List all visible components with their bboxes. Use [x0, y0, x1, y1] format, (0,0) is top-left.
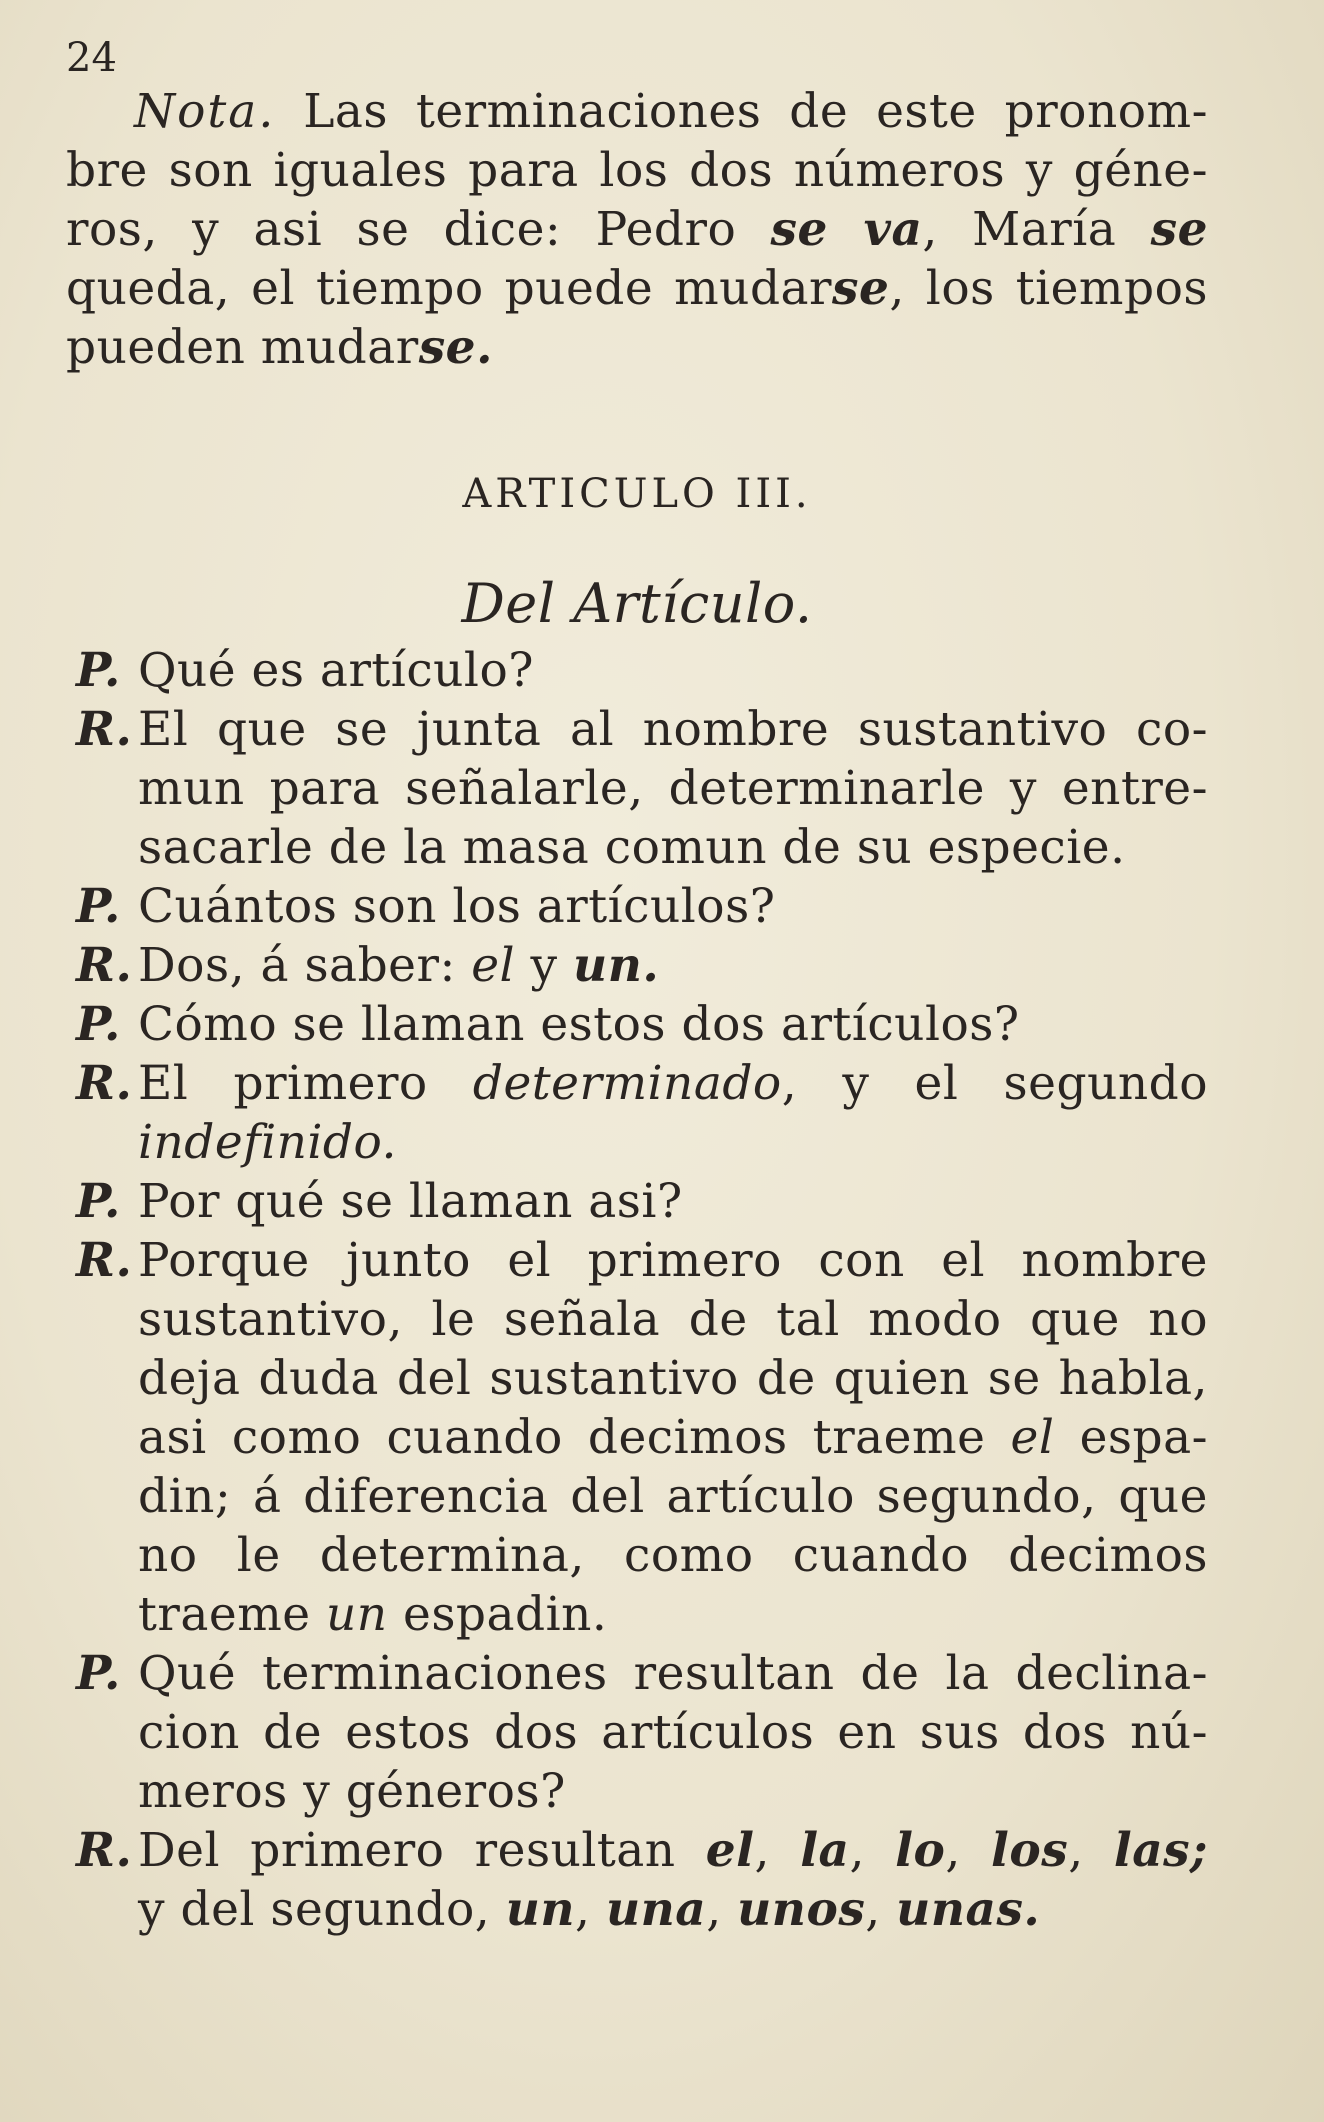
speaker-label: P.: [76, 1646, 121, 1701]
question: P. Cómo se llaman estos dos artículos?: [76, 997, 1020, 1052]
speaker-label: R.: [76, 1233, 133, 1288]
article-subheading: Del Artículo.: [461, 572, 813, 635]
answer: R. Porque junto el primero con el nombre sustantivo, le señala de tal modo que no deja duda del sustantivo de quien se habla, asi como cuando decimos traeme el espa- din; á diferencia del artículo segundo, que no le determina, como cuando decimos traeme un espadin.: [76, 1233, 1208, 1642]
speaker-label: P.: [76, 879, 121, 934]
question: P. Qué terminaciones resultan de la declina- cion de estos dos artículos en sus dos nú- meros y géneros?: [76, 1646, 1208, 1819]
answer: R. El que se junta al nombre sustantivo co- mun para señalarle, determinarle y entre- sacarle de la masa comun de su especie.: [76, 702, 1208, 875]
page-number: 24: [66, 35, 117, 81]
speaker-label: P.: [76, 1174, 121, 1229]
question: P. Qué es artículo?: [76, 643, 534, 698]
speaker-label: R.: [76, 702, 133, 757]
question: P. Por qué se llaman asi?: [76, 1174, 683, 1229]
speaker-label: R.: [76, 1056, 133, 1111]
nota-label: Nota.: [134, 84, 276, 139]
article-heading: ARTICULO III.: [462, 471, 812, 517]
question: P. Cuántos son los artículos?: [76, 879, 776, 934]
speaker-label: P.: [76, 997, 121, 1052]
speaker-label: R.: [76, 1823, 133, 1878]
answer: R. Dos, á saber: el y un.: [76, 938, 660, 993]
speaker-label: P.: [76, 643, 121, 698]
answer: R. El primero determinado, y el segundo indefinido.: [76, 1056, 1208, 1170]
answer: R. Del primero resultan el, la, lo, los, las; y del segundo, un, una, unos, unas.: [76, 1823, 1208, 1937]
nota-paragraph: Nota. Las terminaciones de este pronom- bre son iguales para los dos números y géne- ros, y asi se dice: Pedro se va, María se queda, el tiempo puede mudarse, los tiempos pueden mudarse.: [66, 84, 1208, 375]
page-text: [66, 82, 1208, 1939]
speaker-label: R.: [76, 938, 133, 993]
